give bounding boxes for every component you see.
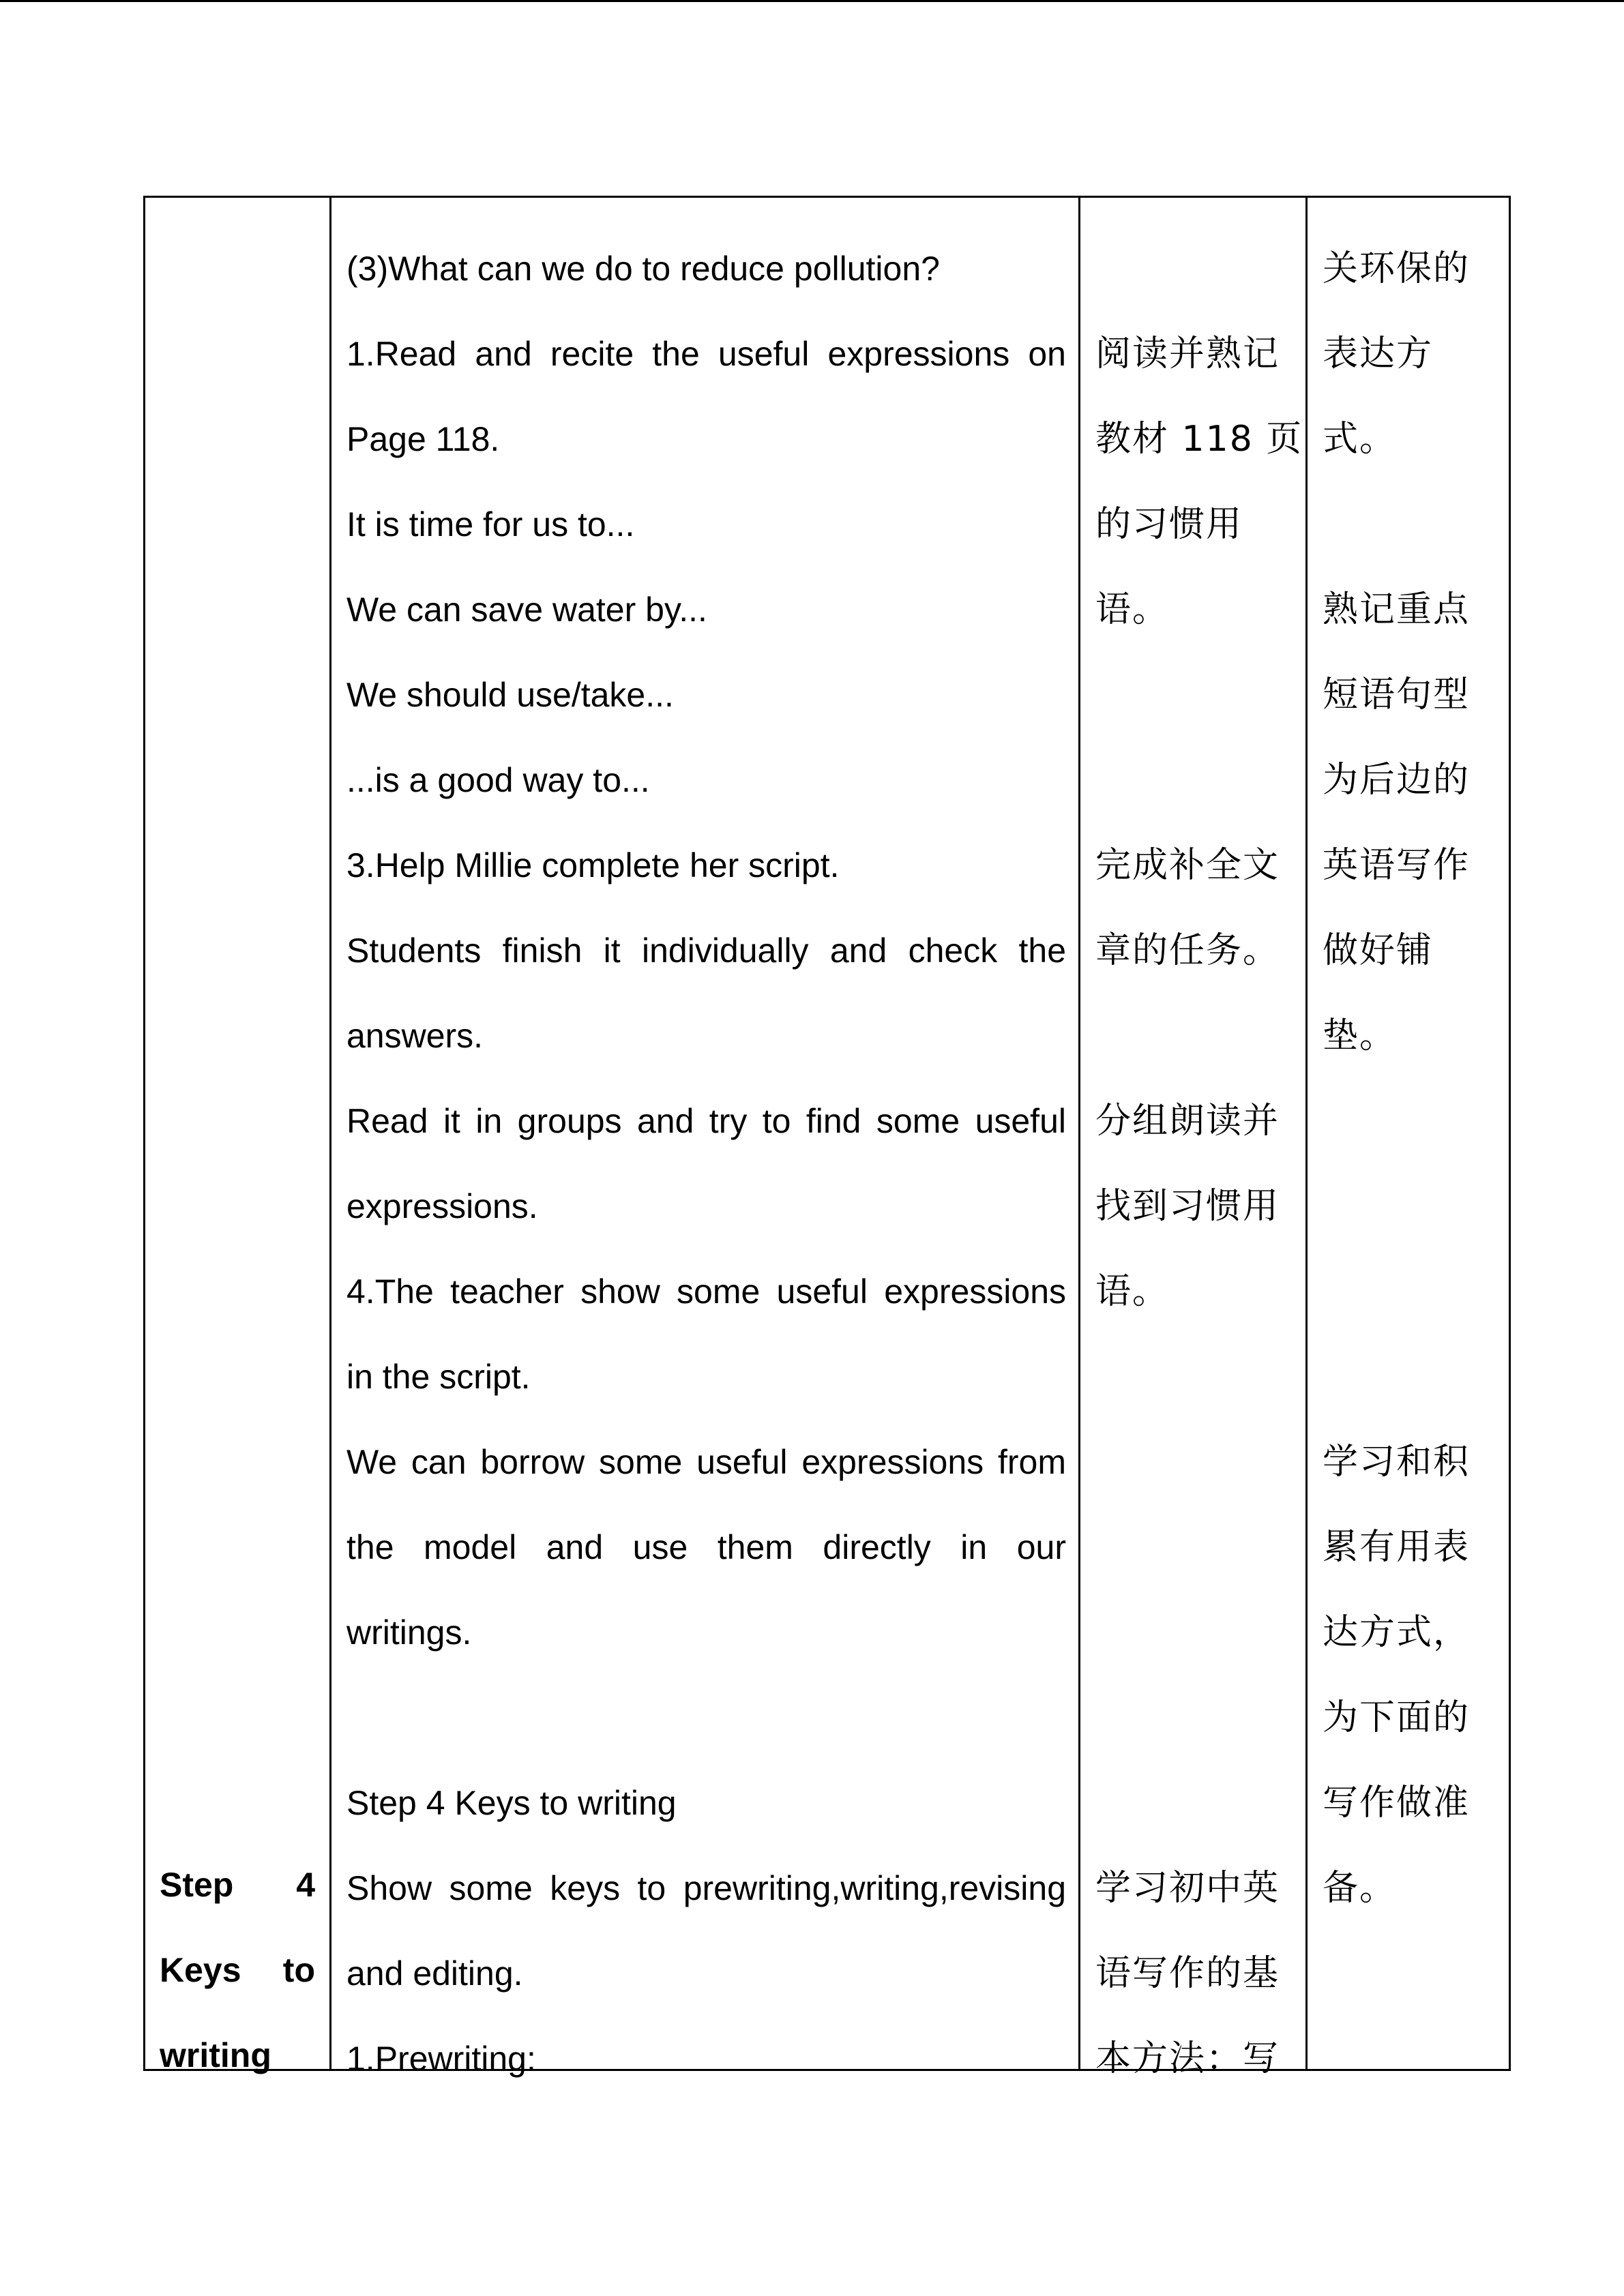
teaching-content-cell (346, 198, 1066, 2078)
page-top-border (0, 0, 1624, 2)
activity-line (1095, 1420, 1293, 1505)
purpose-line: 学习和积 (1323, 1442, 1471, 1482)
content-line: Show some keys to prewriting,writing,revising (346, 1869, 1066, 1907)
activity-line (1095, 1505, 1293, 1590)
purpose-line: 累有用表 (1323, 1527, 1471, 1568)
purpose-line: 熟记重点 (1323, 589, 1471, 630)
content-line: expressions. (346, 1187, 538, 1225)
step-label-word: Keys (160, 1951, 241, 1989)
purpose-line (1323, 1249, 1501, 1335)
content-line: 1.Prewriting: (346, 2040, 536, 2078)
content-line: We can borrow some useful expressions from (346, 1443, 1066, 1481)
activity-line (1095, 994, 1293, 1079)
purpose-line (1323, 1335, 1501, 1420)
column-divider (1078, 198, 1080, 2069)
activity-line: 语写作的基 (1095, 1953, 1280, 1994)
purpose-line: 备。 (1323, 1868, 1397, 1909)
content-line: We can save water by... (346, 591, 707, 629)
purpose-line: 关环保的 (1323, 248, 1471, 289)
activity-line (1095, 226, 1293, 312)
purpose-line (1323, 1079, 1501, 1164)
purpose-line (1323, 1164, 1501, 1249)
content-line: answers. (346, 1017, 484, 1055)
purpose-line (1323, 2016, 1501, 2102)
content-line: Step 4 Keys to writing (346, 1784, 677, 1822)
activity-line (1095, 738, 1293, 823)
activity-line: 章的任务。 (1095, 930, 1280, 971)
activity-line (1095, 653, 1293, 738)
activity-line: 分组朗读并 (1095, 1101, 1280, 1142)
content-line: Students finish it individually and check the (346, 931, 1066, 970)
content-line: ...is a good way to... (346, 761, 650, 799)
lesson-plan-table (143, 196, 1511, 2079)
content-line: Page 118. (346, 420, 500, 458)
activity-line: 的习惯用 (1095, 504, 1243, 545)
step-label-word: 4 (296, 1866, 315, 1904)
activity-line (1095, 1761, 1293, 1846)
content-line: the model and use them directly in our (346, 1528, 1066, 1566)
purpose-line: 式。 (1323, 419, 1397, 460)
content-line: Read it in groups and try to find some useful (346, 1102, 1066, 1140)
purpose-line: 写作做准 (1323, 1783, 1471, 1823)
activity-line: 语。 (1095, 589, 1170, 630)
content-line (346, 1675, 1066, 1761)
step-label-word: Step (160, 1866, 234, 1904)
column-divider (1305, 198, 1308, 2069)
content-line: and editing. (346, 1954, 523, 1993)
purpose-line: 垫。 (1323, 1015, 1397, 1056)
step-label-row (160, 1843, 315, 1928)
purpose-line: 短语句型 (1323, 674, 1471, 715)
activity-line (1095, 1590, 1293, 1675)
step-label-row (160, 2013, 315, 2098)
column-divider (329, 198, 331, 2069)
activity-line: 教材 118 页 (1095, 419, 1303, 460)
content-line: (3)What can we do to reduce pollution? (346, 250, 940, 288)
step-label-row (160, 1928, 315, 2013)
step-label-cell (160, 198, 315, 2074)
activity-line: 语。 (1095, 1271, 1170, 1312)
design-purpose-cell (1323, 198, 1501, 2069)
purpose-line (1323, 1931, 1501, 2016)
activity-line (1095, 1675, 1293, 1761)
content-line: It is time for us to... (346, 505, 635, 543)
purpose-line: 为下面的 (1323, 1697, 1471, 1738)
purpose-line: 表达方 (1323, 333, 1434, 374)
content-line: 1.Read and recite the useful expressions on (346, 335, 1066, 373)
activity-line: 学习初中英 (1095, 1868, 1280, 1909)
content-line: 4.The teacher show some useful expressions (346, 1272, 1066, 1311)
activity-line: 完成补全文 (1095, 845, 1280, 886)
activity-line (1095, 1335, 1293, 1420)
content-line: 3.Help Millie complete her script. (346, 846, 840, 884)
purpose-line: 做好铺 (1323, 930, 1434, 971)
content-line: in the script. (346, 1358, 531, 1396)
activity-line: 阅读并熟记 (1095, 333, 1280, 374)
content-line: writings. (346, 1613, 472, 1652)
step-label-word: to (282, 1951, 315, 1989)
purpose-line: 为后边的 (1323, 760, 1471, 801)
student-activity-cell (1095, 198, 1303, 2079)
activity-line: 找到习惯用 (1095, 1186, 1280, 1227)
activity-line: 本方法：写 (1095, 2038, 1280, 2079)
purpose-line: 达方式， (1323, 1612, 1471, 1653)
content-line: We should use/take... (346, 676, 674, 714)
step-label-word: writing (160, 2036, 271, 2074)
purpose-line: 英语写作 (1323, 845, 1471, 886)
purpose-line (1323, 482, 1501, 567)
